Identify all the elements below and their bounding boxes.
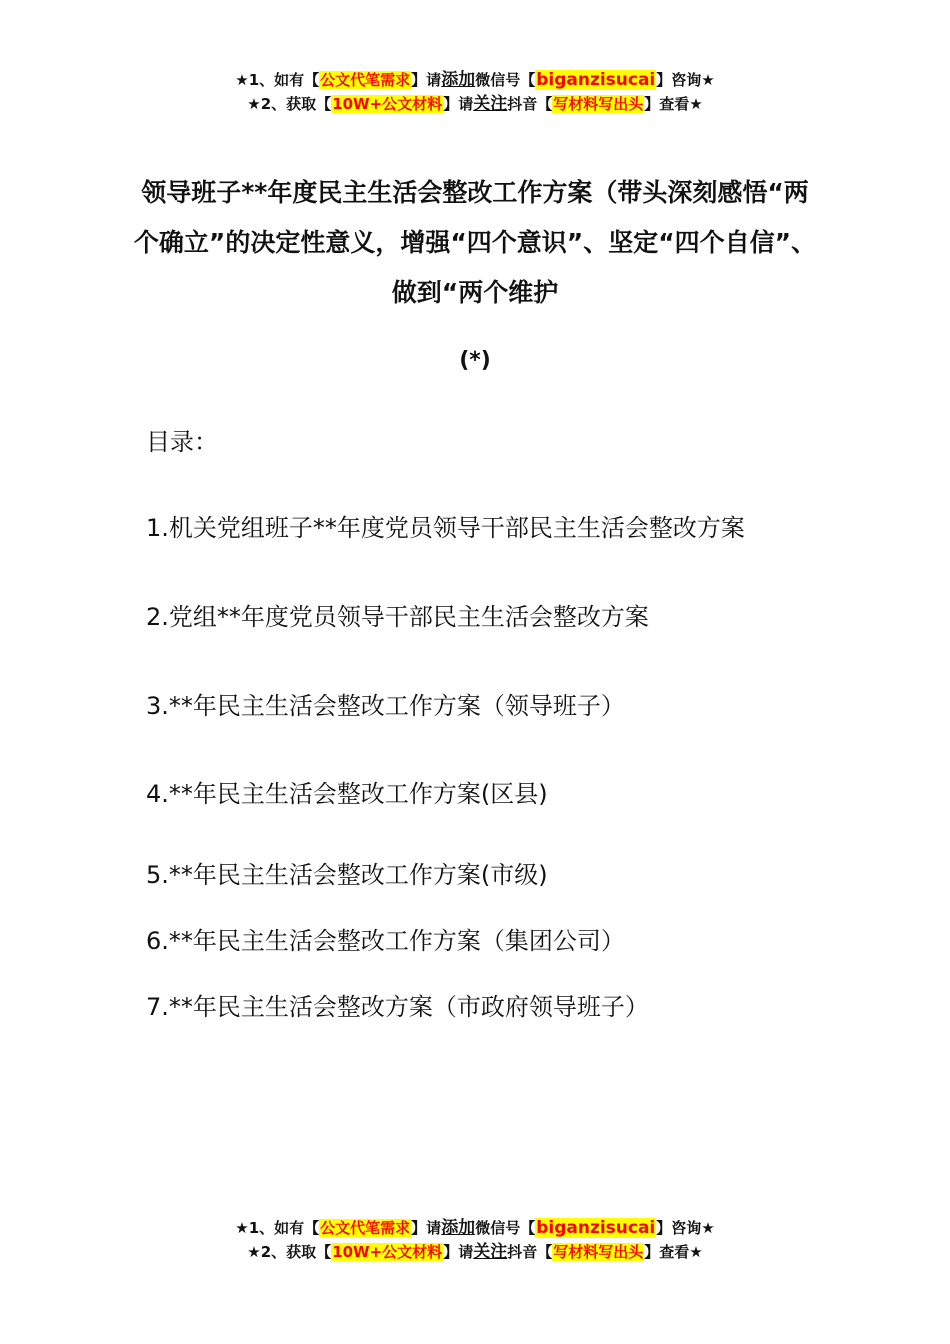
banner-text: ★2、获取【: [247, 95, 332, 113]
toc-item: 6.**年民主生活会整改工作方案（集团公司）: [146, 927, 625, 955]
banner-emphasis: 关注: [473, 1242, 508, 1262]
highlight-service: 公文代笔需求: [320, 71, 411, 89]
highlight-materials: 10W+公文材料: [332, 1243, 443, 1261]
banner-line-1: [0, 1216, 950, 1240]
banner-text: 】请: [443, 95, 474, 113]
banner-line-2: [0, 1240, 950, 1264]
highlight-wechat-id: biganzisucai: [536, 70, 656, 90]
toc-item: 2.党组**年度党员领导干部民主生活会整改方案: [146, 603, 649, 631]
toc-heading: 目录：: [146, 428, 218, 456]
banner-line-1: [0, 68, 950, 92]
banner-text: 抖音【: [507, 95, 553, 113]
highlight-douyin: 写材料写出头: [553, 1243, 644, 1261]
toc-item: 7.**年民主生活会整改方案（市政府领导班子）: [146, 993, 649, 1021]
document-title: 领导班子**年度民主生活会整改工作方案（带头深刻感悟“两个确立”的决定性意义，增强“四个意识”、坚定“四个自信”、做到“两个维护: [133, 178, 817, 307]
banner-text: ★2、获取【: [247, 1243, 332, 1261]
banner-text: 抖音【: [507, 1243, 553, 1261]
highlight-service: 公文代笔需求: [320, 1219, 411, 1237]
banner-text: 】请: [411, 1219, 442, 1237]
banner-emphasis: 添加: [441, 1218, 476, 1238]
toc-item: 3.**年民主生活会整改工作方案（领导班子）: [146, 692, 625, 720]
highlight-wechat-id: biganzisucai: [536, 1218, 656, 1238]
highlight-materials: 10W+公文材料: [332, 95, 443, 113]
banner-line-2: [0, 92, 950, 116]
banner-text: 】请: [411, 71, 442, 89]
banner-text: 微信号【: [475, 1219, 536, 1237]
highlight-douyin: 写材料写出头: [553, 95, 644, 113]
toc-item: 1.机关党组班子**年度党员领导干部民主生活会整改方案: [146, 514, 745, 542]
toc-item: 5.**年民主生活会整改工作方案(市级): [146, 861, 548, 889]
banner-text: 微信号【: [475, 71, 536, 89]
banner-emphasis: 添加: [441, 70, 476, 90]
banner-emphasis: 关注: [473, 94, 508, 114]
toc-item: 4.**年民主生活会整改工作方案(区县): [146, 780, 548, 808]
banner-text: 】请: [443, 1243, 474, 1261]
banner-text: 】咨询★: [656, 1219, 715, 1237]
banner-text: 】查看★: [644, 1243, 703, 1261]
banner-text: ★1、如有【: [235, 71, 320, 89]
header-banner: [0, 68, 950, 116]
banner-text: ★1、如有【: [235, 1219, 320, 1237]
document-subtitle: (*): [459, 348, 491, 373]
banner-text: 】咨询★: [656, 71, 715, 89]
banner-text: 】查看★: [644, 95, 703, 113]
footer-banner: [0, 1216, 950, 1264]
